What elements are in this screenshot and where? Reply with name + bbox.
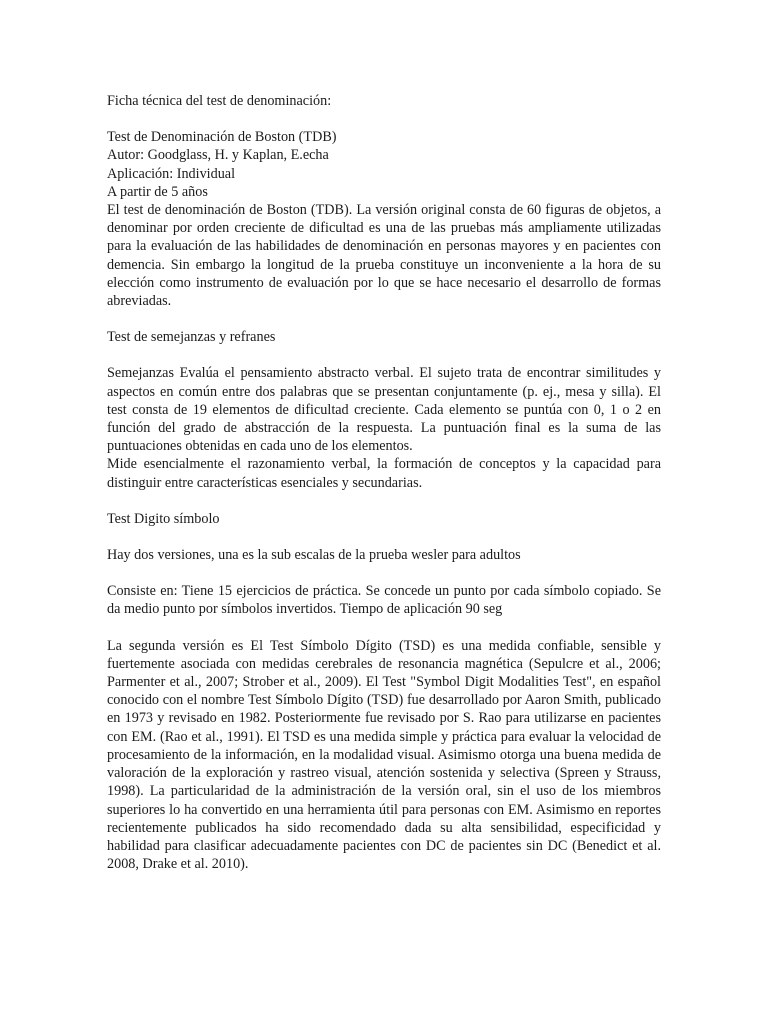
tdb-description: El test de denominación de Boston (TDB). La versión original consta de 60 figuras de objetos, a denominar por orden creciente de dificultad es una de las pruebas más ampliamente utilizadas para la evaluación de las habilidades de denominación en personas mayores y en pacientes con demencia. Sin embargo la longitud de la prueba constituye un inconveniente a la hora de su elección como instrumento de evaluación por lo que se hace necesario el desarrollo de formas abreviadas. (107, 202, 661, 310)
semejanzas-paragraph-1: Semejanzas Evalúa el pensamiento abstracto verbal. El sujeto trata de encontrar similitudes y aspectos en común entre dos palabras que se presentan conjuntamente (p. ej., mesa y silla). El test consta de 19 elementos de dificultad creciente. Cada elemento se puntúa con 0, 1 o 2 en función del grado de abstracción de la respuesta. La puntuación final es la suma de las puntuaciones obtenidas en cada uno de los elementos. (107, 365, 661, 455)
semejanzas-paragraph-2: Mide esencialmente el razonamiento verbal, la formación de conceptos y la capacidad para distinguir entre características esenciales y secundarias. (107, 456, 661, 491)
digito-segunda-version: La segunda versión es El Test Símbolo Dígito (TSD) es una medida confiable, sensible y fuertemente asociada con medidas cerebrales de resonancia magnética (Sepulcre et al., 2006; Parmenter et al., 2007; Strober et al., 2009). El Test "Symbol Digit Modalities Test", en español conocido con el nombre Test Símbolo Dígito (TSD) fue desarrollado por Aaron Smith, publicado en 1973 y revisado en 1982. Posteriormente fue revisado por S. Rao para utilizarse en pacientes con EM. (Rao et al., 1991). El TSD es una medida simple y práctica para evaluar la velocidad de procesamiento de la información, en la modalidad visual. Asimismo otorga una buena medida de valoración de la exploración y rastreo visual, atención sostenida y selectiva (Spreen y Strauss, 1998). La particularidad de la administración de la versión oral, sin el uso de los miembros superiores lo ha convertido en una herramienta útil para personas con EM. Asimismo en reportes recientemente publicados ha sido recomendado dada su alta sensibilidad, especificidad y habilidad para clasificar adecuadamente pacientes con DC de pacientes sin DC (Benedict et al. 2008, Drake et al. 2010). (107, 637, 661, 873)
document-heading: Ficha técnica del test de denominación: (107, 93, 332, 109)
digito-versions: Hay dos versiones, una es la sub escalas de la prueba wesler para adultos (107, 547, 521, 564)
tdb-author: Autor: Goodglass, H. y Kaplan, E.echa (107, 147, 329, 164)
digito-consiste: Consiste en: Tiene 15 ejercicios de práctica. Se concede un punto por cada símbolo copiado. Se da medio punto por símbolos invertidos. Tiempo de aplicación 90 seg (107, 583, 661, 618)
tdb-title: Test de Denominación de Boston (TDB) (107, 129, 337, 146)
tdb-age: A partir de 5 años (107, 183, 208, 200)
digito-title: Test Digito símbolo (107, 510, 220, 527)
semejanzas-title: Test de semejanzas y refranes (107, 329, 276, 346)
document-page (107, 92, 661, 873)
tdb-application: Aplicación: Individual (107, 165, 236, 182)
